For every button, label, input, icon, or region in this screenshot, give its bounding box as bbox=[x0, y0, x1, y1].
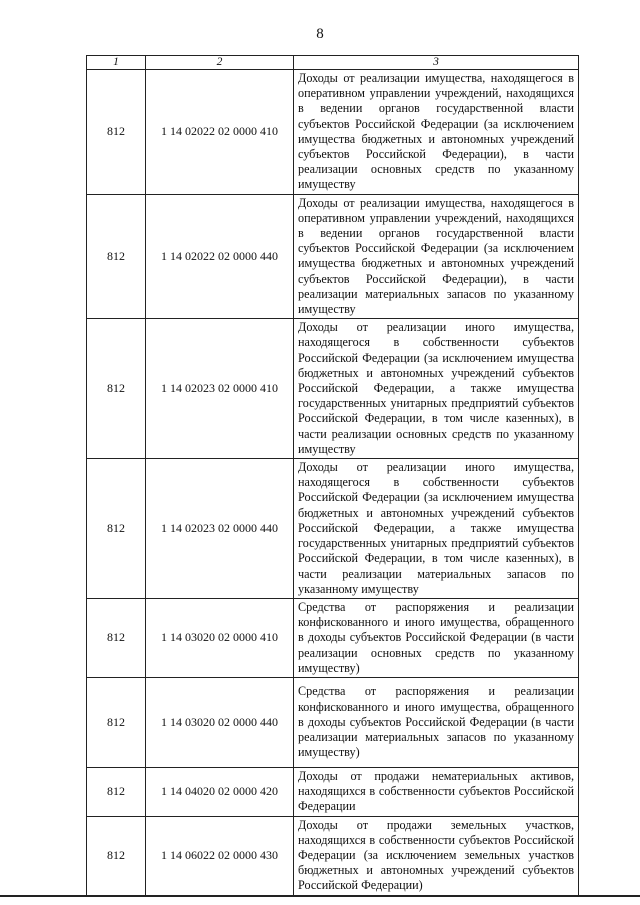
table-row bbox=[87, 767, 579, 816]
budget-code-cell: 1 14 02023 02 0000 410 bbox=[146, 319, 294, 459]
budget-code-cell: 1 14 02022 02 0000 440 bbox=[146, 194, 294, 319]
admin-code-cell: 812 bbox=[87, 194, 146, 319]
admin-code-cell: 812 bbox=[87, 319, 146, 459]
description-cell: Средства от распоряжения и реализации конфискованного и иного имущества, обращенного в доходы субъектов Российской Федерации (в части реализации основных средств по указанному имуществу) bbox=[294, 598, 579, 677]
budget-code-cell: 1 14 03020 02 0000 440 bbox=[146, 677, 294, 767]
budget-code-cell: 1 14 04020 02 0000 420 bbox=[146, 767, 294, 816]
budget-code-cell: 1 14 02022 02 0000 410 bbox=[146, 70, 294, 195]
description-cell: Доходы от продажи нематериальных активов, находящихся в собственности субъектов Российской Федерации bbox=[294, 767, 579, 816]
table-row bbox=[87, 70, 579, 195]
table-header-row bbox=[87, 56, 579, 70]
budget-code-cell: 1 14 02023 02 0000 440 bbox=[146, 459, 294, 599]
table-row bbox=[87, 816, 579, 895]
admin-code-cell: 812 bbox=[87, 677, 146, 767]
table-row bbox=[87, 459, 579, 599]
budget-code-cell: 1 14 03020 02 0000 410 bbox=[146, 598, 294, 677]
bottom-rule bbox=[0, 895, 640, 897]
admin-code-cell: 812 bbox=[87, 70, 146, 195]
description-cell: Средства от распоряжения и реализации конфискованного и иного имущества, обращенного в доходы субъектов Российской Федерации (в части реализации материальных запасов по указанному имуществу) bbox=[294, 677, 579, 767]
revenue-codes-table bbox=[86, 55, 579, 896]
table-row bbox=[87, 677, 579, 767]
table-row bbox=[87, 598, 579, 677]
column-header-3: 3 bbox=[294, 56, 579, 70]
description-cell: Доходы от продажи земельных участков, находящихся в собственности субъектов Российской Федерации (за исключением земельных участков бюджетных и автономных учреждений субъектов Российской Федерации) bbox=[294, 816, 579, 895]
page-number: 8 bbox=[316, 26, 324, 42]
table-row bbox=[87, 194, 579, 319]
admin-code-cell: 812 bbox=[87, 598, 146, 677]
admin-code-cell: 812 bbox=[87, 459, 146, 599]
description-cell: Доходы от реализации иного имущества, находящегося в собственности субъектов Российской Федерации (за исключением имущества бюджетных и автономных учреждений субъектов Российской Федерации, а также имущества государственных унитарных предприятий субъектов Российской Федерации, в том числе казенных), в части реализации материальных запасов по указанному имуществу bbox=[294, 459, 579, 599]
admin-code-cell: 812 bbox=[87, 767, 146, 816]
budget-code-cell: 1 14 06022 02 0000 430 bbox=[146, 816, 294, 895]
admin-code-cell: 812 bbox=[87, 816, 146, 895]
column-header-1: 1 bbox=[87, 56, 146, 70]
description-cell: Доходы от реализации иного имущества, находящегося в собственности субъектов Российской Федерации (за исключением имущества бюджетных и автономных учреждений субъектов Российской Федерации, а также имущества государственных унитарных предприятий субъектов Российской Федерации, в том числе казенных), в части реализации основных средств по указанному имуществу bbox=[294, 319, 579, 459]
description-cell: Доходы от реализации имущества, находящегося в оперативном управлении учреждений, находящихся в ведении органов государственной власти субъектов Российской Федерации (за исключением имущества бюджетных и автономных учреждений субъектов Российской Федерации), в части реализации материальных запасов по указанному имуществу bbox=[294, 194, 579, 319]
column-header-2: 2 bbox=[146, 56, 294, 70]
description-cell: Доходы от реализации имущества, находящегося в оперативном управлении учреждений, находящихся в ведении органов государственной власти субъектов Российской Федерации (за исключением имущества бюджетных и автономных учреждений субъектов Российской Федерации), в части реализации основных средств по указанному имуществу bbox=[294, 70, 579, 195]
table-row bbox=[87, 319, 579, 459]
